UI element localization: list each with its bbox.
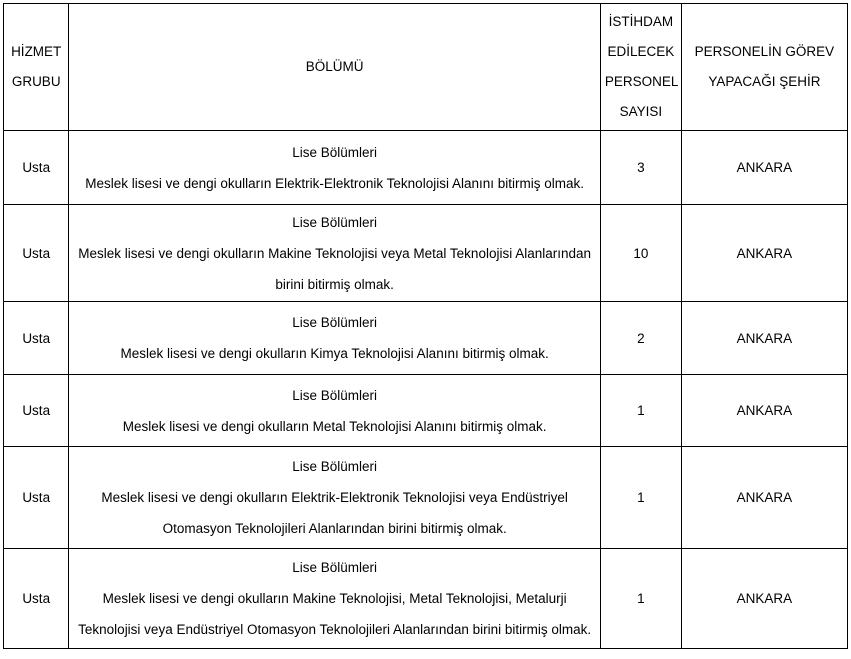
department-line: Meslek lisesi ve dengi okulların Makine Teknolojisi veya Metal Teknolojisi Alanlarından [78,245,592,261]
department-line: Meslek lisesi ve dengi okulların Elektrik-Elektronik Teknolojisi Alanını bitirmiş olmak. [85,175,584,191]
table-row [4,375,848,447]
header-duty-city [681,4,847,131]
header-service-group [4,4,69,131]
department-line: Meslek lisesi ve dengi okulların Metal Teknolojisi Alanını bitirmiş olmak. [122,418,547,434]
table-row [4,549,848,649]
department-line: Lise Bölümleri [292,144,378,160]
cell-department [69,447,601,549]
cell-service-group: Usta [4,205,69,302]
department-line: Lise Bölümleri [292,560,378,575]
department-line: Teknolojisi veya Endüstriyel Otomasyon Teknolojileri Alanlarından birini bitirmiş olmak. [78,622,592,637]
cell-service-group: Usta [4,447,69,549]
header-duty-city-line: YAPACAĞI ŞEHİR [708,74,821,89]
cell-duty-city: ANKARA [681,549,847,649]
department-line: Meslek lisesi ve dengi okulların Makine Teknolojisi, Metal Teknolojisi, Metalurji [102,591,567,606]
cell-department [69,131,601,205]
cell-staff-count: 3 [600,131,681,205]
cell-service-group: Usta [4,375,69,447]
cell-service-group: Usta [4,131,69,205]
cell-duty-city: ANKARA [681,447,847,549]
department-line: Lise Bölümleri [292,315,378,330]
header-department [69,4,601,131]
department-line: birini bitirmiş olmak. [275,276,394,292]
table-row [4,131,848,205]
table-row [4,447,848,549]
header-staff-count [600,4,681,131]
staffing-table [3,3,848,649]
cell-staff-count: 1 [600,447,681,549]
cell-department [69,375,601,447]
header-staff-count-line: SAYISI [619,104,663,119]
cell-department [69,549,601,649]
cell-staff-count: 10 [600,205,681,302]
cell-service-group: Usta [4,302,69,375]
cell-duty-city: ANKARA [681,375,847,447]
header-department-label: BÖLÜMÜ [305,59,364,74]
cell-duty-city: ANKARA [681,131,847,205]
department-line: Lise Bölümleri [292,459,378,474]
cell-duty-city: ANKARA [681,205,847,302]
cell-staff-count: 1 [600,375,681,447]
department-line: Meslek lisesi ve dengi okulların Kimya Teknolojisi Alanını bitirmiş olmak. [120,346,549,361]
department-line: Meslek lisesi ve dengi okulların Elektrik-Elektronik Teknolojisi veya Endüstriyel [101,490,568,505]
header-service-group-line: HİZMET [11,44,62,59]
header-staff-count-line: İSTİHDAM [608,14,674,29]
cell-staff-count: 1 [600,549,681,649]
department-line: Lise Bölümleri [292,387,378,403]
table-row [4,302,848,375]
header-staff-count-line: PERSONEL [604,74,679,89]
header-row [4,4,848,131]
department-line: Lise Bölümleri [292,214,378,230]
header-service-group-line: GRUBU [11,74,61,89]
table-row [4,205,848,302]
cell-service-group: Usta [4,549,69,649]
cell-duty-city: ANKARA [681,302,847,375]
header-duty-city-line: PERSONELİN GÖREV [694,44,835,59]
cell-department [69,205,601,302]
cell-staff-count: 2 [600,302,681,375]
header-staff-count-line: EDİLECEK [607,44,675,59]
cell-department [69,302,601,375]
department-line: Otomasyon Teknolojileri Alanlarından birini bitirmiş olmak. [162,521,507,536]
